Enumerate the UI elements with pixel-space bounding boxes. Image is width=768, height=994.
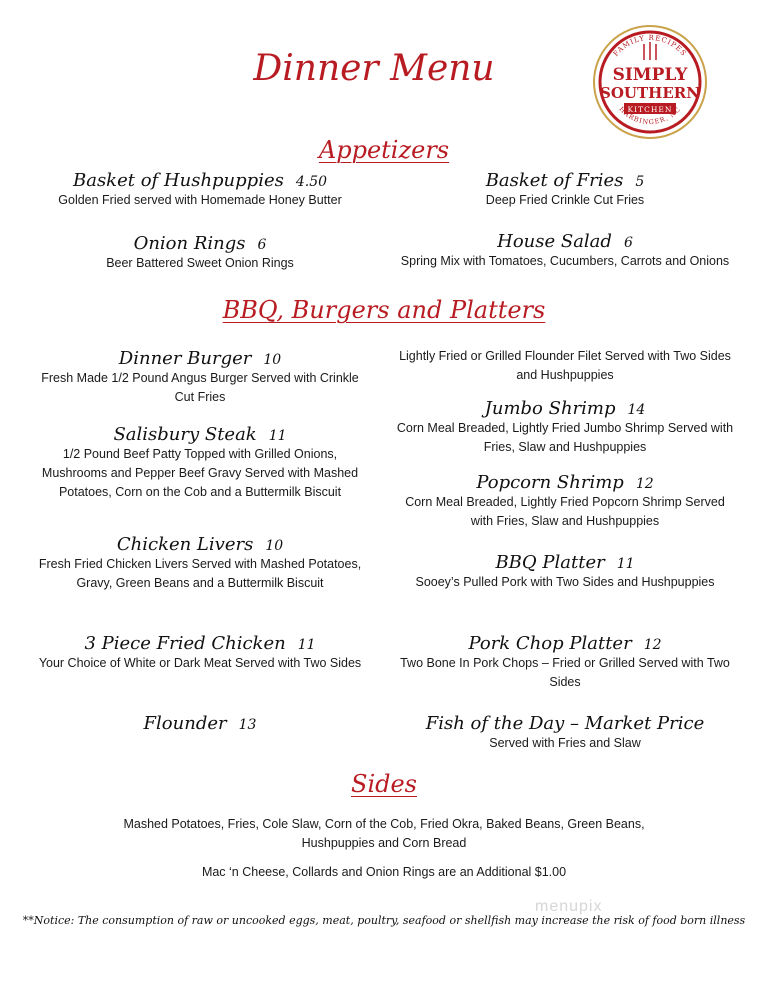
item-price: 6 bbox=[257, 237, 267, 253]
item-name: Jumbo Shrimp bbox=[484, 398, 616, 419]
item-name: Basket of Hushpuppies bbox=[72, 170, 284, 191]
item-price: 4.50 bbox=[295, 174, 328, 190]
item-name: House Salad bbox=[497, 231, 612, 252]
menu-item-fried-chicken bbox=[30, 633, 370, 673]
menu-item-onion-rings bbox=[30, 233, 370, 273]
restaurant-logo bbox=[590, 22, 710, 142]
item-name: Popcorn Shrimp bbox=[476, 472, 624, 493]
item-price: 12 bbox=[643, 637, 662, 653]
item-price: 10 bbox=[265, 538, 284, 554]
item-price: 14 bbox=[627, 402, 646, 418]
item-name: Flounder bbox=[143, 713, 227, 734]
item-description: Fresh Fried Chicken Livers Served with Mashed Potatoes, Gravy, Green Beans and a Buttermilk Biscuit bbox=[38, 557, 362, 590]
item-description: Corn Meal Breaded, Lightly Fried Popcorn Shrimp Served with Fries, Slaw and Hushpuppies bbox=[405, 495, 725, 528]
menu-item-jumbo-shrimp bbox=[395, 398, 735, 457]
menu-item-hushpuppies bbox=[30, 170, 370, 210]
menu-item-pork-chop-platter bbox=[395, 633, 735, 692]
item-name: Salisbury Steak bbox=[113, 424, 257, 445]
item-description: Two Bone In Pork Chops – Fried or Grilled Served with Two Sides bbox=[400, 656, 730, 689]
item-description: Fresh Made 1/2 Pound Angus Burger Served with Crinkle Cut Fries bbox=[41, 371, 359, 404]
menu-item-fries bbox=[395, 170, 735, 210]
item-description: Your Choice of White or Dark Meat Served with Two Sides bbox=[38, 656, 362, 670]
item-description: Golden Fried served with Homemade Honey Butter bbox=[58, 193, 342, 207]
item-name: 3 Piece Fried Chicken bbox=[84, 633, 286, 654]
menu-item-bbq-platter bbox=[395, 552, 735, 592]
item-price: 13 bbox=[238, 717, 257, 733]
sides-additional: Mac ‘n Cheese, Collards and Onion Rings are an Additional $1.00 bbox=[201, 865, 567, 879]
item-description: Spring Mix with Tomatoes, Cucumbers, Carrots and Onions bbox=[400, 254, 730, 268]
sides-heading: Sides bbox=[351, 770, 417, 798]
item-description: Beer Battered Sweet Onion Rings bbox=[106, 256, 294, 270]
menu-item-house-salad bbox=[395, 231, 735, 271]
logo-line1: SIMPLY bbox=[612, 65, 688, 85]
sides-list: Mashed Potatoes, Fries, Cole Slaw, Corn of the Cob, Fried Okra, Baked Beans, Green Beans, Hushpuppies and Corn Bread bbox=[123, 817, 645, 850]
appetizers-heading: Appetizers bbox=[318, 136, 450, 164]
item-description: Sooey’s Pulled Pork with Two Sides and Hushpuppies bbox=[415, 575, 715, 589]
item-price: 11 bbox=[268, 428, 287, 444]
watermark: menupix bbox=[535, 898, 603, 915]
item-description: Corn Meal Breaded, Lightly Fried Jumbo Shrimp Served with Fries, Slaw and Hushpuppies bbox=[396, 421, 734, 454]
item-price: 10 bbox=[263, 352, 282, 368]
item-price: 11 bbox=[616, 556, 635, 572]
page-title: Dinner Menu bbox=[253, 48, 495, 89]
logo-top-text: FAMILY RECIPES bbox=[611, 33, 689, 58]
item-description: Served with Fries and Slaw bbox=[489, 736, 641, 750]
menu-item-flounder bbox=[30, 713, 370, 734]
item-name: Basket of Fries bbox=[485, 170, 624, 191]
bbq-heading: BBQ, Burgers and Platters bbox=[222, 296, 546, 324]
item-name: Pork Chop Platter bbox=[468, 633, 632, 654]
item-description: 1/2 Pound Beef Patty Topped with Grilled Onions, Mushrooms and Pepper Beef Gravy Served with Mashed Potatoes, Corn on the Cob and a Buttermilk Biscuit bbox=[41, 447, 359, 499]
item-name: Fish of the Day – Market Price bbox=[425, 713, 705, 734]
menu-item-salisbury-steak bbox=[30, 424, 370, 502]
menu-item-fish-of-the-day bbox=[395, 713, 735, 753]
item-price: 11 bbox=[297, 637, 316, 653]
item-price: 6 bbox=[623, 235, 633, 251]
menu-item-chicken-livers bbox=[30, 534, 370, 593]
flounder-description: Lightly Fried or Grilled Flounder Filet Served with Two Sides and Hushpuppies bbox=[399, 349, 731, 382]
item-description: Deep Fried Crinkle Cut Fries bbox=[485, 193, 645, 207]
logo-line2: SOUTHERN bbox=[600, 84, 700, 102]
food-safety-notice: **Notice: The consumption of raw or uncooked eggs, meat, poultry, seafood or shellfish may increase the risk of food born illness bbox=[22, 914, 746, 927]
item-name: Dinner Burger bbox=[118, 348, 252, 369]
item-name: Onion Rings bbox=[133, 233, 246, 254]
logo-bottom-text: HARBINGER, NC bbox=[617, 105, 683, 127]
logo-banner: KITCHEN bbox=[627, 105, 673, 114]
item-price: 5 bbox=[635, 174, 645, 190]
item-price: 12 bbox=[635, 476, 654, 492]
menu-item-popcorn-shrimp bbox=[395, 472, 735, 531]
item-name: BBQ Platter bbox=[495, 552, 605, 573]
menu-item-dinner-burger bbox=[30, 348, 370, 407]
item-name: Chicken Livers bbox=[116, 534, 254, 555]
